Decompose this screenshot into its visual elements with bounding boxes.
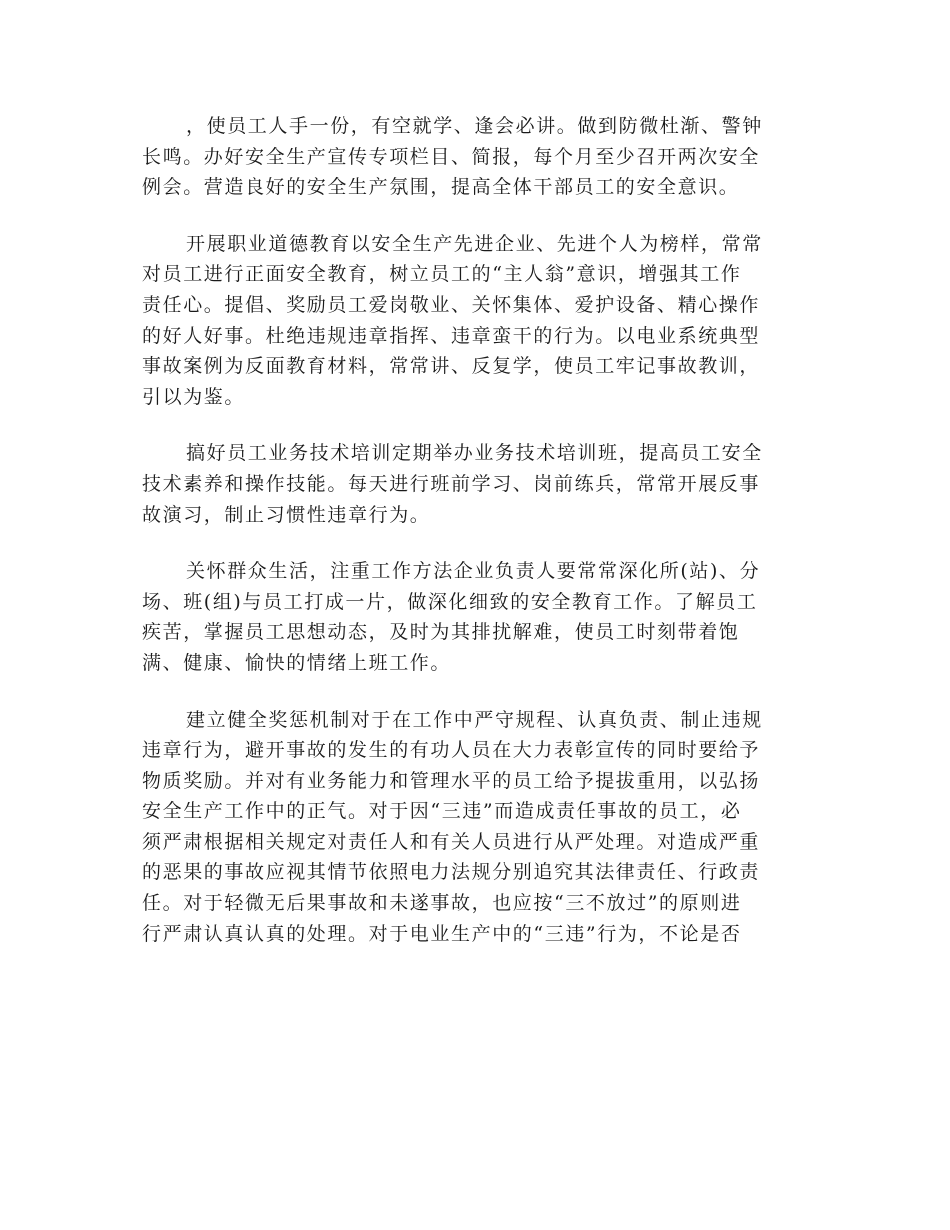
text-line: 对员工进行正面安全教育，树立员工的“主人翁”意识，增强其工作 xyxy=(142,263,742,286)
text-line: 技术素养和操作技能。每天进行班前学习、岗前练兵，常常开展反事 xyxy=(142,472,761,495)
text-line: 事故案例为反面教育材料，常常讲、反复学，使员工牢记事故教训， xyxy=(142,355,761,378)
text-line: 场、班(组)与员工打成一片，做深化细致的安全教育工作。了解员工 xyxy=(142,590,758,613)
text-line: 满、健康、愉快的情绪上班工作。 xyxy=(142,651,452,674)
paragraph xyxy=(142,438,802,530)
paragraph xyxy=(142,111,802,203)
text-line: 疾苦，掌握员工思想动态，及时为其排扰解难，使员工时刻带着饱 xyxy=(142,621,740,644)
paragraph xyxy=(142,556,802,678)
text-line: 须严肃根据相关规定对责任人和有关人员进行从严处理。对造成严重 xyxy=(142,830,761,853)
text-line: 关怀群众生活，注重工作方法企业负责人要常常深化所(站)、分 xyxy=(186,560,761,583)
text-line: 的好人好事。杜绝违规违章指挥、违章蛮干的行为。以电业系统典型 xyxy=(142,324,761,347)
text-line: 例会。营造良好的安全生产氛围，提高全体干部员工的安全意识。 xyxy=(142,176,740,199)
text-line: 的恶果的事故应视其情节依照电力法规分别追究其法律责任、行政责 xyxy=(142,861,761,884)
text-line: 故演习，制止习惯性违章行为。 xyxy=(142,503,431,526)
document-body xyxy=(142,111,802,975)
paragraph xyxy=(142,705,802,950)
text-line: ，使员工人手一份，有空就学、逢会必讲。做到防微杜渐、警钟 xyxy=(186,115,763,137)
paragraph xyxy=(142,229,802,413)
text-line: 责任心。提倡、奖励员工爱岗敬业、关怀集体、爱护设备、精心操作 xyxy=(142,293,761,316)
text-line: 长鸣。办好安全生产宣传专项栏目、简报，每个月至少召开两次安全 xyxy=(142,145,761,168)
text-line: 物质奖励。并对有业务能力和管理水平的员工给予提拔重用，以弘扬 xyxy=(142,769,761,792)
text-line: 引以为鉴。 xyxy=(142,385,246,408)
text-line: 搞好员工业务技术培训定期举办业务技术培训班，提高员工安全 xyxy=(186,442,763,465)
text-line: 任。对于轻微无后果事故和未遂事故，也应按“三不放过”的原则进 xyxy=(142,892,742,915)
text-line: 安全生产工作中的正气。对于因“三违”而造成责任事故的员工，必 xyxy=(142,800,742,823)
text-line: 违章行为，避开事故的发生的有功人员在大力表彰宣传的同时要给予 xyxy=(142,739,761,762)
text-line: 建立健全奖惩机制对于在工作中严守规程、认真负责、制止违规 xyxy=(186,708,763,731)
text-line: 开展职业道德教育以安全生产先进企业、先进个人为榜样，常常 xyxy=(186,232,763,255)
text-line: 行严肃认真认真的处理。对于电业生产中的“三违”行为，不论是否 xyxy=(142,922,742,945)
